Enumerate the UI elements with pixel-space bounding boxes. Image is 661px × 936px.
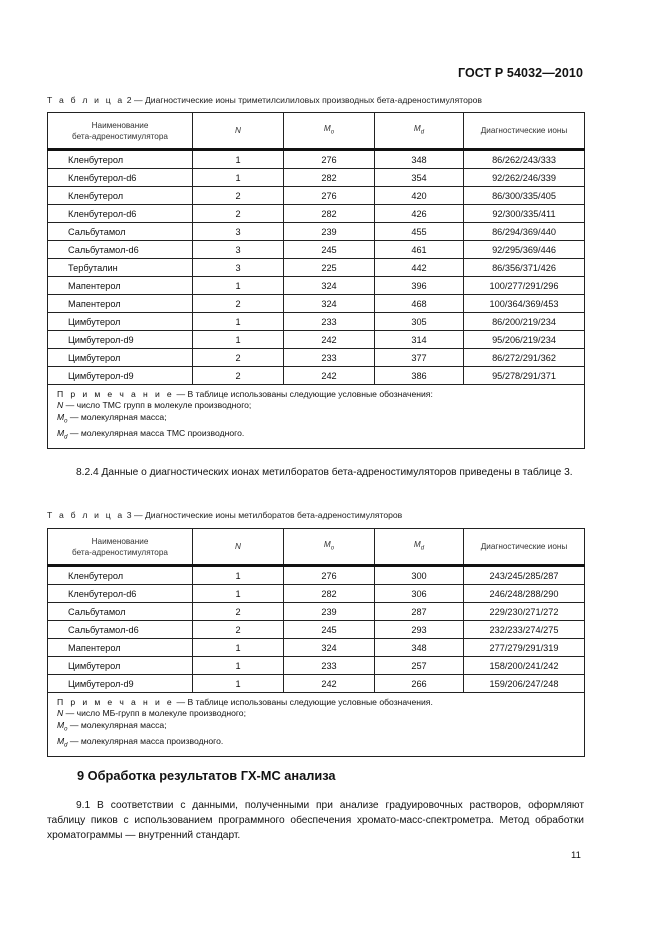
- table2: [47, 112, 585, 449]
- table-row: Кленбутерол 2 276 420 86/300/335/405: [48, 187, 585, 205]
- table2-caption: [47, 95, 482, 105]
- table-row: Мапентерол 2 324 468 100/364/369/453: [48, 295, 585, 313]
- para-number: 9.1: [76, 800, 91, 811]
- table-row: Сальбутамол-d6 3 245 461 92/295/369/446: [48, 241, 585, 259]
- table-row: Тербуталин 3 225 442 86/356/371/426: [48, 259, 585, 277]
- table-row: Кленбутерол-d6 2 282 426 92/300/335/411: [48, 205, 585, 223]
- table3-caption-text: 3 — Диагностические ионы метилборатов бета-адреностимуляторов: [124, 510, 403, 520]
- table-row: Цимбутерол 1 233 305 86/200/219/234: [48, 313, 585, 331]
- paragraph-8-2-4: [47, 465, 584, 480]
- col-header-md: $M_d$: [375, 113, 464, 150]
- col-header-name: Наименование бета-адреностимулятора: [48, 113, 193, 150]
- col-header-n: N: [193, 529, 284, 566]
- table2-caption-text: 2 — Диагностические ионы триметилсилиловых производных бета-адреностимуляторов: [124, 95, 482, 105]
- table-row: Сальбутамол-d6 2 245 293 232/233/274/275: [48, 621, 585, 639]
- col-header-mo: $M_o$: [284, 113, 375, 150]
- table-row: Цимбутерол-d9 1 242 266 159/206/247/248: [48, 675, 585, 693]
- para-number: 8.2.4: [76, 467, 99, 478]
- col-header-mo: $M_o$: [284, 529, 375, 566]
- paragraph-9-1: [47, 798, 584, 843]
- table3-note: П р и м е ч а н и е — В таблице использованы следующие условные обозначения. N — число МБ-групп в молекуле производного; $M_o$ — молекулярная масса; $M_d$ — молекулярная масса производного.: [48, 693, 585, 757]
- table-row: Цимбутерол 2 233 377 86/272/291/362: [48, 349, 585, 367]
- table-row: Цимбутерол-d9 2 242 386 95/278/291/371: [48, 367, 585, 385]
- table2-caption-prefix: Т а б л и ц а: [47, 95, 125, 105]
- col-header-ions: Диагностические ионы: [464, 529, 585, 566]
- table-row: Цимбутерол-d9 1 242 314 95/206/219/234: [48, 331, 585, 349]
- table-note-row: [48, 693, 585, 757]
- table3-header-row: [48, 529, 585, 566]
- table-note-row: [48, 385, 585, 449]
- table-row: Мапентерол 1 324 396 100/277/291/296: [48, 277, 585, 295]
- table-row: Кленбутерол-d6 1 282 354 92/262/246/339: [48, 169, 585, 187]
- document-id: ГОСТ Р 54032—2010: [457, 66, 583, 80]
- table2-header-row: [48, 113, 585, 150]
- para-text: Данные о диагностических ионах метилборатов бета-адреностимуляторов приведены в таблице 3.: [98, 467, 573, 478]
- table-row: Цимбутерол 1 233 257 158/200/241/242: [48, 657, 585, 675]
- section-heading: 9 Обработка результатов ГХ-МС анализа: [77, 768, 336, 783]
- table2-note: П р и м е ч а н и е — В таблице использованы следующие условные обозначения: N — число ТМС групп в молекуле производного; $M_o$ — молекулярная масса; $M_d$ — молекулярная масса ТМС производного.: [48, 385, 585, 449]
- table-row: Сальбутамол 3 239 455 86/294/369/440: [48, 223, 585, 241]
- table-row: Кленбутерол 1 276 348 86/262/243/333: [48, 150, 585, 169]
- table3: [47, 528, 585, 757]
- page-number: 11: [571, 850, 581, 861]
- col-header-name: Наименование бета-адреностимулятора: [48, 529, 193, 566]
- table3-caption-prefix: Т а б л и ц а: [47, 510, 125, 520]
- para-text: В соответствии с данными, полученными при анализе градуировочных растворов, оформляют таблицу пиков с использованием программного обеспечения хромато-масс-спектрометра. Метод обработки хроматограммы — внутренний стандарт.: [47, 800, 584, 841]
- col-header-n: N: [193, 113, 284, 150]
- col-header-ions: Диагностические ионы: [464, 113, 585, 150]
- table-row: Сальбутамол 2 239 287 229/230/271/272: [48, 603, 585, 621]
- table-row: Кленбутерол 1 276 300 243/245/285/287: [48, 566, 585, 585]
- table3-caption: [47, 510, 402, 520]
- col-header-md: $M_d$: [375, 529, 464, 566]
- table-row: Мапентерол 1 324 348 277/279/291/319: [48, 639, 585, 657]
- table-row: Кленбутерол-d6 1 282 306 246/248/288/290: [48, 585, 585, 603]
